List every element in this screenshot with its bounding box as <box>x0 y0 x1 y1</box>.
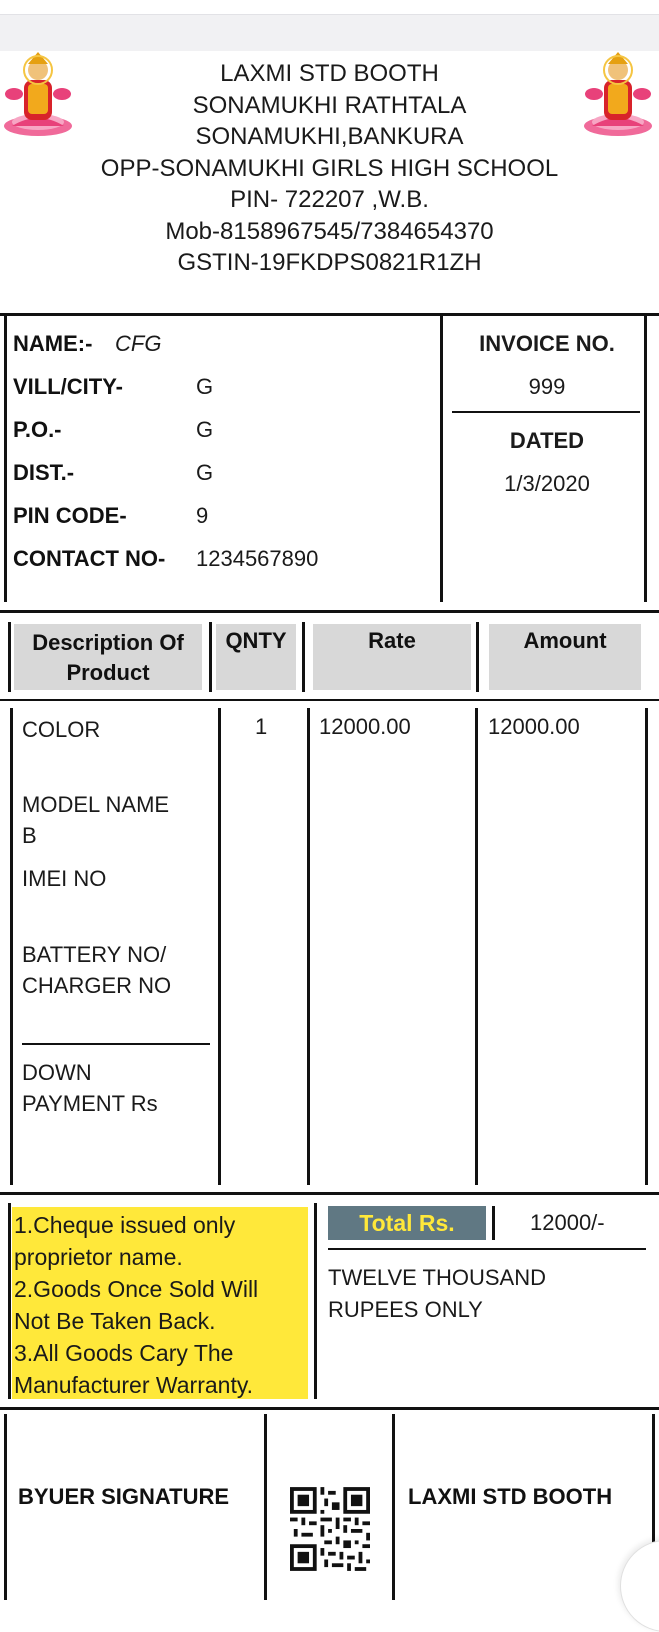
scroll-fab[interactable] <box>620 1540 659 1632</box>
divider <box>0 699 659 701</box>
divider <box>0 313 659 316</box>
header-description <box>14 624 202 690</box>
pin-code-value: 9 <box>196 503 209 528</box>
dated-label: DATED <box>509 428 585 453</box>
contact-label: CONTACT NO- <box>13 546 166 571</box>
header-rate: Rate <box>313 624 471 690</box>
invoice-no-value: 999 <box>528 374 566 399</box>
buyer-signature-label: BYUER SIGNATURE <box>18 1484 230 1509</box>
divider <box>22 1043 210 1045</box>
divider <box>392 1414 395 1600</box>
divider <box>8 1203 11 1399</box>
item-down-line1: DOWN <box>22 1060 92 1085</box>
pin-code-label: PIN CODE- <box>13 503 127 528</box>
shop-name: LAXMI STD BOOTH <box>220 60 439 87</box>
customer-name-value: CFG <box>115 331 162 356</box>
terms-line: Not Be Taken Back. <box>14 1308 216 1334</box>
divider <box>475 708 478 1185</box>
header-amount: Amount <box>489 624 641 690</box>
total-value: 12000/- <box>530 1210 605 1235</box>
seller-name-label: LAXMI STD BOOTH <box>408 1484 613 1509</box>
item-model <box>22 789 202 851</box>
divider <box>4 1414 7 1600</box>
item-battery <box>22 939 202 1001</box>
shop-header <box>0 58 659 279</box>
divider <box>307 708 310 1185</box>
dist-value: G <box>196 460 214 485</box>
divider <box>218 708 221 1185</box>
item-model-line2: B <box>22 823 37 848</box>
total-words-line1: TWELVE THOUSAND <box>328 1265 546 1290</box>
item-imei: IMEI NO <box>22 866 107 891</box>
city-value: G <box>196 374 214 399</box>
qr-code-icon <box>290 1487 370 1571</box>
divider <box>264 1414 267 1600</box>
divider <box>452 411 640 413</box>
shop-mobile: Mob-8158967545/7384654370 <box>165 217 494 245</box>
total-words-line2: RUPEES ONLY <box>328 1297 483 1322</box>
header-description-line1: Description Of <box>32 630 184 655</box>
shop-pin: PIN- 722207 ,W.B. <box>230 186 429 213</box>
divider <box>644 316 647 602</box>
divider <box>0 1192 659 1195</box>
divider <box>0 610 659 613</box>
divider <box>328 1248 646 1250</box>
contact-value: 1234567890 <box>196 546 319 571</box>
divider <box>4 316 7 602</box>
customer-name-label: NAME:- <box>13 331 93 356</box>
terms-box <box>12 1207 308 1399</box>
po-label: P.O.- <box>13 417 62 442</box>
total-label: Total Rs. <box>359 1210 455 1236</box>
divider <box>10 708 13 1185</box>
divider <box>440 316 443 602</box>
item-down-line2: PAYMENT Rs <box>22 1091 158 1116</box>
po-value: G <box>196 417 214 442</box>
terms-line: 2.Goods Once Sold Will <box>14 1276 259 1302</box>
item-color: COLOR <box>22 717 101 742</box>
terms-line: 3.All Goods Cary The <box>14 1340 234 1366</box>
terms-line: 1.Cheque issued only <box>14 1212 236 1238</box>
item-amount: 12000.00 <box>488 714 580 739</box>
invoice-no-label: INVOICE NO. <box>479 331 615 356</box>
terms-line: proprietor name. <box>14 1244 183 1270</box>
shop-gstin: GSTIN-19FKDPS0821R1ZH <box>177 249 482 276</box>
city-label: VILL/CITY- <box>13 374 123 399</box>
header-description-line2: Product <box>66 660 150 685</box>
shop-landmark: OPP-SONAMUKHI GIRLS HIGH SCHOOL <box>100 154 559 182</box>
item-rate: 12000.00 <box>319 714 411 739</box>
terms-line: Manufacturer Warranty. <box>14 1372 254 1398</box>
divider <box>8 622 11 692</box>
divider <box>209 622 212 692</box>
viewer-toolbar <box>0 14 659 51</box>
header-qnty: QNTY <box>216 624 296 690</box>
divider <box>476 622 479 692</box>
shop-address-line1: SONAMUKHI RATHTALA <box>192 91 467 119</box>
item-battery-line2: CHARGER NO <box>22 973 172 998</box>
dated-value: 1/3/2020 <box>504 471 590 496</box>
shop-address-line2: SONAMUKHI,BANKURA <box>195 123 464 150</box>
status-bar <box>0 0 659 14</box>
divider <box>492 1206 495 1240</box>
dist-label: DIST.- <box>13 460 75 485</box>
divider <box>302 622 305 692</box>
divider <box>0 1407 659 1410</box>
item-model-line1: MODEL NAME <box>22 792 170 817</box>
item-battery-line1: BATTERY NO/ <box>22 942 167 967</box>
divider <box>645 708 648 1185</box>
item-down-payment <box>22 1057 202 1119</box>
item-qnty: 1 <box>255 714 268 739</box>
total-in-words <box>328 1262 546 1326</box>
divider <box>314 1203 317 1399</box>
